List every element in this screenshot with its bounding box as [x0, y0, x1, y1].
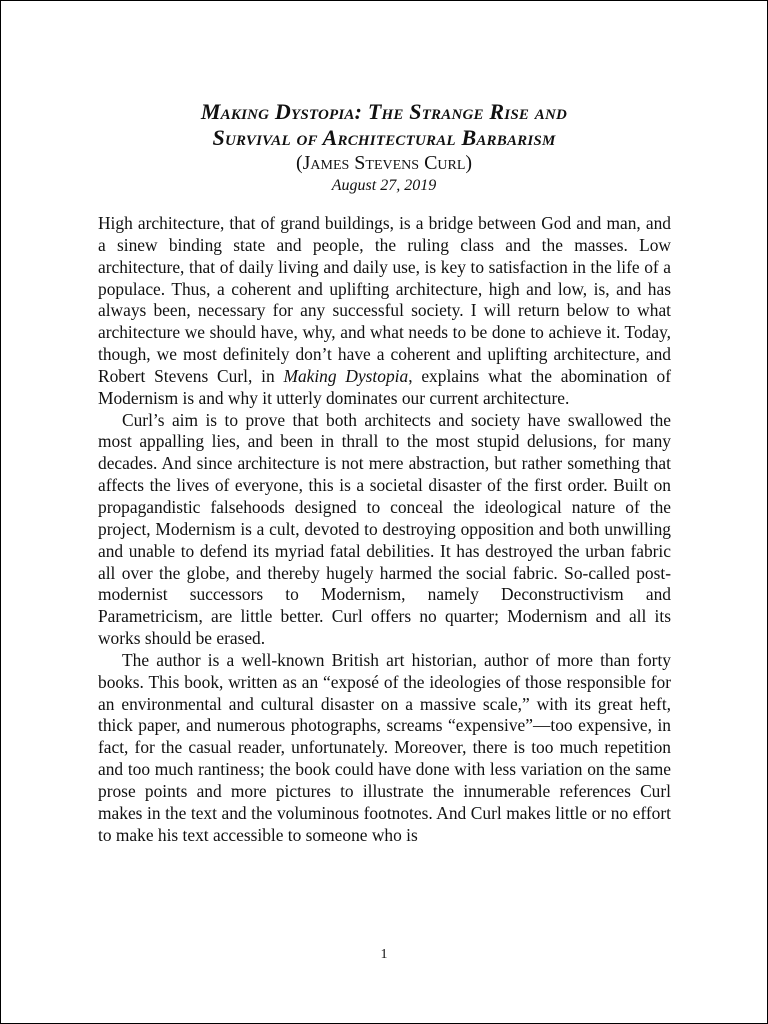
title-line-1: Making Dystopia: The Strange Rise and: [200, 99, 568, 124]
paragraph-1: [98, 213, 671, 410]
publication-date: August 27, 2019: [331, 177, 437, 194]
book-author: (James Stevens Curl): [295, 152, 473, 174]
title-line-2: Survival of Architectural Barbarism: [212, 125, 556, 150]
book-title-italic: Making Dystopia: [283, 365, 409, 386]
article-header: [1, 99, 767, 197]
article-body: [98, 213, 671, 846]
paragraph-3: The author is a well-known British art historian, author of more than forty books. This book, written as an “exposé of the ideologies of those responsible for an environmental and cultural disaster on a massive scale,” with its great heft, thick paper, and numerous photographs, screams “expensive”—too expensive, in fact, for the casual reader, unfortunately. Moreover, there is too much repetition and too much rantiness; the book could have done with less variation on the same prose points and more pictures to illustrate the innumerable references Curl makes in the text and the voluminous footnotes. And Curl makes little or no effort to make his text accessible to someone who is: [98, 649, 671, 845]
page-number: 1: [380, 947, 388, 962]
paragraph-2: Curl’s aim is to prove that both architects and society have swallowed the most appalling lies, and been in thrall to the most stupid delusions, for many decades. And since architecture is not mere abstraction, but rather something that affects the lives of everyone, this is a societal disaster of the first order. Built on propagandistic falsehoods designed to conceal the ideological nature of the project, Modernism is a cult, devoted to destroying opposition and both unwilling and unable to defend its myriad fatal debilities. It has destroyed the urban fabric all over the globe, and thereby hugely harmed the social fabric. So-called post-modernist successors to Modernism, namely Deconstructivism and Parametricism, are little better. Curl offers no quarter; Modernism and all its works should be erased.: [98, 409, 671, 649]
paragraph-1-text-b: , explains what the abomination of Modernism is and why it utterly dominates our current architecture.: [98, 365, 671, 408]
paragraph-1-text-a: High architecture, that of grand buildings, is a bridge between God and man, and a sinew binding state and people, the ruling class and the masses. Low architecture, that of daily living and daily use, is key to satisfaction in the life of a populace. Thus, a coherent and uplifting architecture, high and low, is, and has always been, necessary for any successful society. I will return below to what architecture we should have, why, and what needs to be done to achieve it. Today, though, we most definitely don’t have a coherent and uplifting architecture, and Robert Stevens Curl, in: [98, 213, 671, 386]
